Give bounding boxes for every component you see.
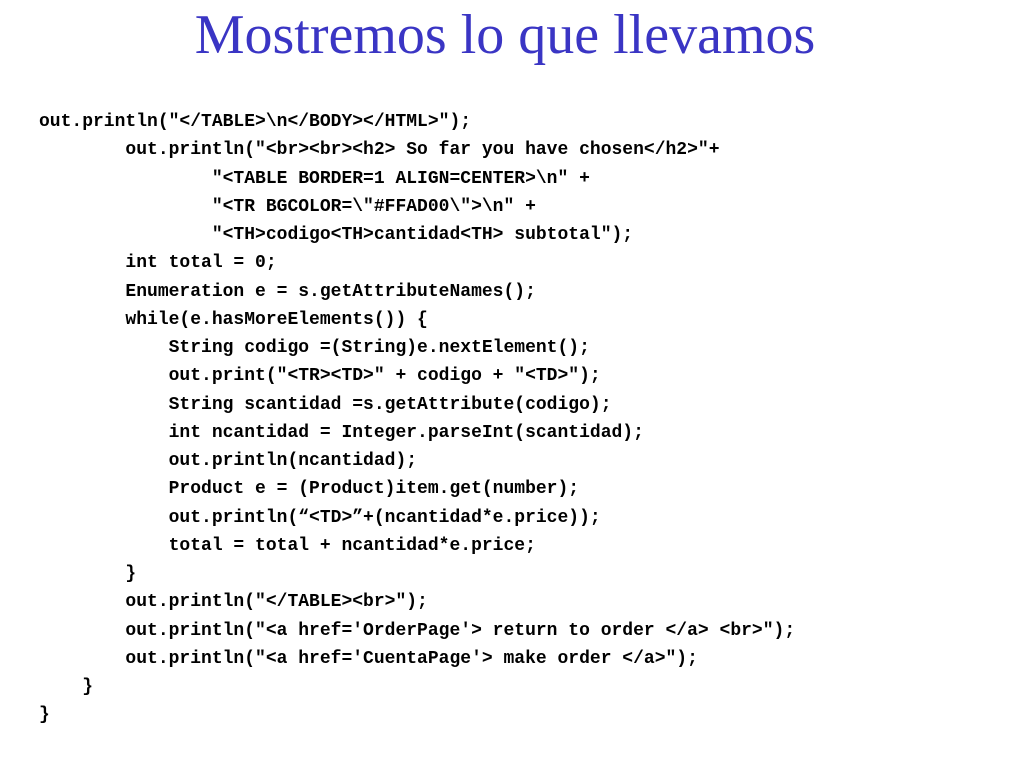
code-line: "<TABLE BORDER=1 ALIGN=CENTER>\n" +	[39, 168, 590, 189]
code-line: while(e.hasMoreElements()) {	[39, 309, 428, 330]
code-line: "<TR BGCOLOR=\"#FFAD00\">\n" +	[39, 196, 536, 217]
code-line: String scantidad =s.getAttribute(codigo);	[39, 394, 612, 415]
code-line: out.println("</TABLE><br>");	[39, 592, 428, 613]
code-block	[39, 108, 795, 730]
code-line: String codigo =(String)e.nextElement();	[39, 338, 590, 358]
code-line: "<TH>codigo<TH>cantidad<TH> subtotal");	[39, 225, 634, 245]
code-line: out.println(“<TD>”+(ncantidad*e.price));	[39, 507, 601, 528]
code-line: total = total + ncantidad*e.price;	[39, 535, 536, 556]
code-line: out.println(ncantidad);	[39, 451, 418, 471]
code-line: out.print("<TR><TD>" + codigo + "<TD>");	[39, 366, 601, 387]
code-line: Product e = (Product)item.get(number);	[39, 479, 580, 500]
slide-title: Mostremos lo que llevamos	[194, 4, 816, 66]
code-line: out.println("<a href='OrderPage'> return to order </a> <br>");	[39, 620, 796, 641]
code-line: int ncantidad = Integer.parseInt(scantidad);	[39, 422, 644, 443]
code-line: }	[39, 677, 94, 697]
code-line: }	[39, 705, 50, 726]
code-line: out.println("<br><br><h2> So far you have chosen</h2>"+	[39, 140, 720, 161]
code-line: }	[39, 564, 137, 584]
code-line: out.println("<a href='CuentaPage'> make order </a>");	[39, 648, 698, 669]
code-line: out.println("</TABLE>\n</BODY></HTML>");	[39, 112, 472, 132]
code-line: Enumeration e = s.getAttributeNames();	[39, 281, 536, 302]
code-line: int total = 0;	[39, 253, 277, 274]
